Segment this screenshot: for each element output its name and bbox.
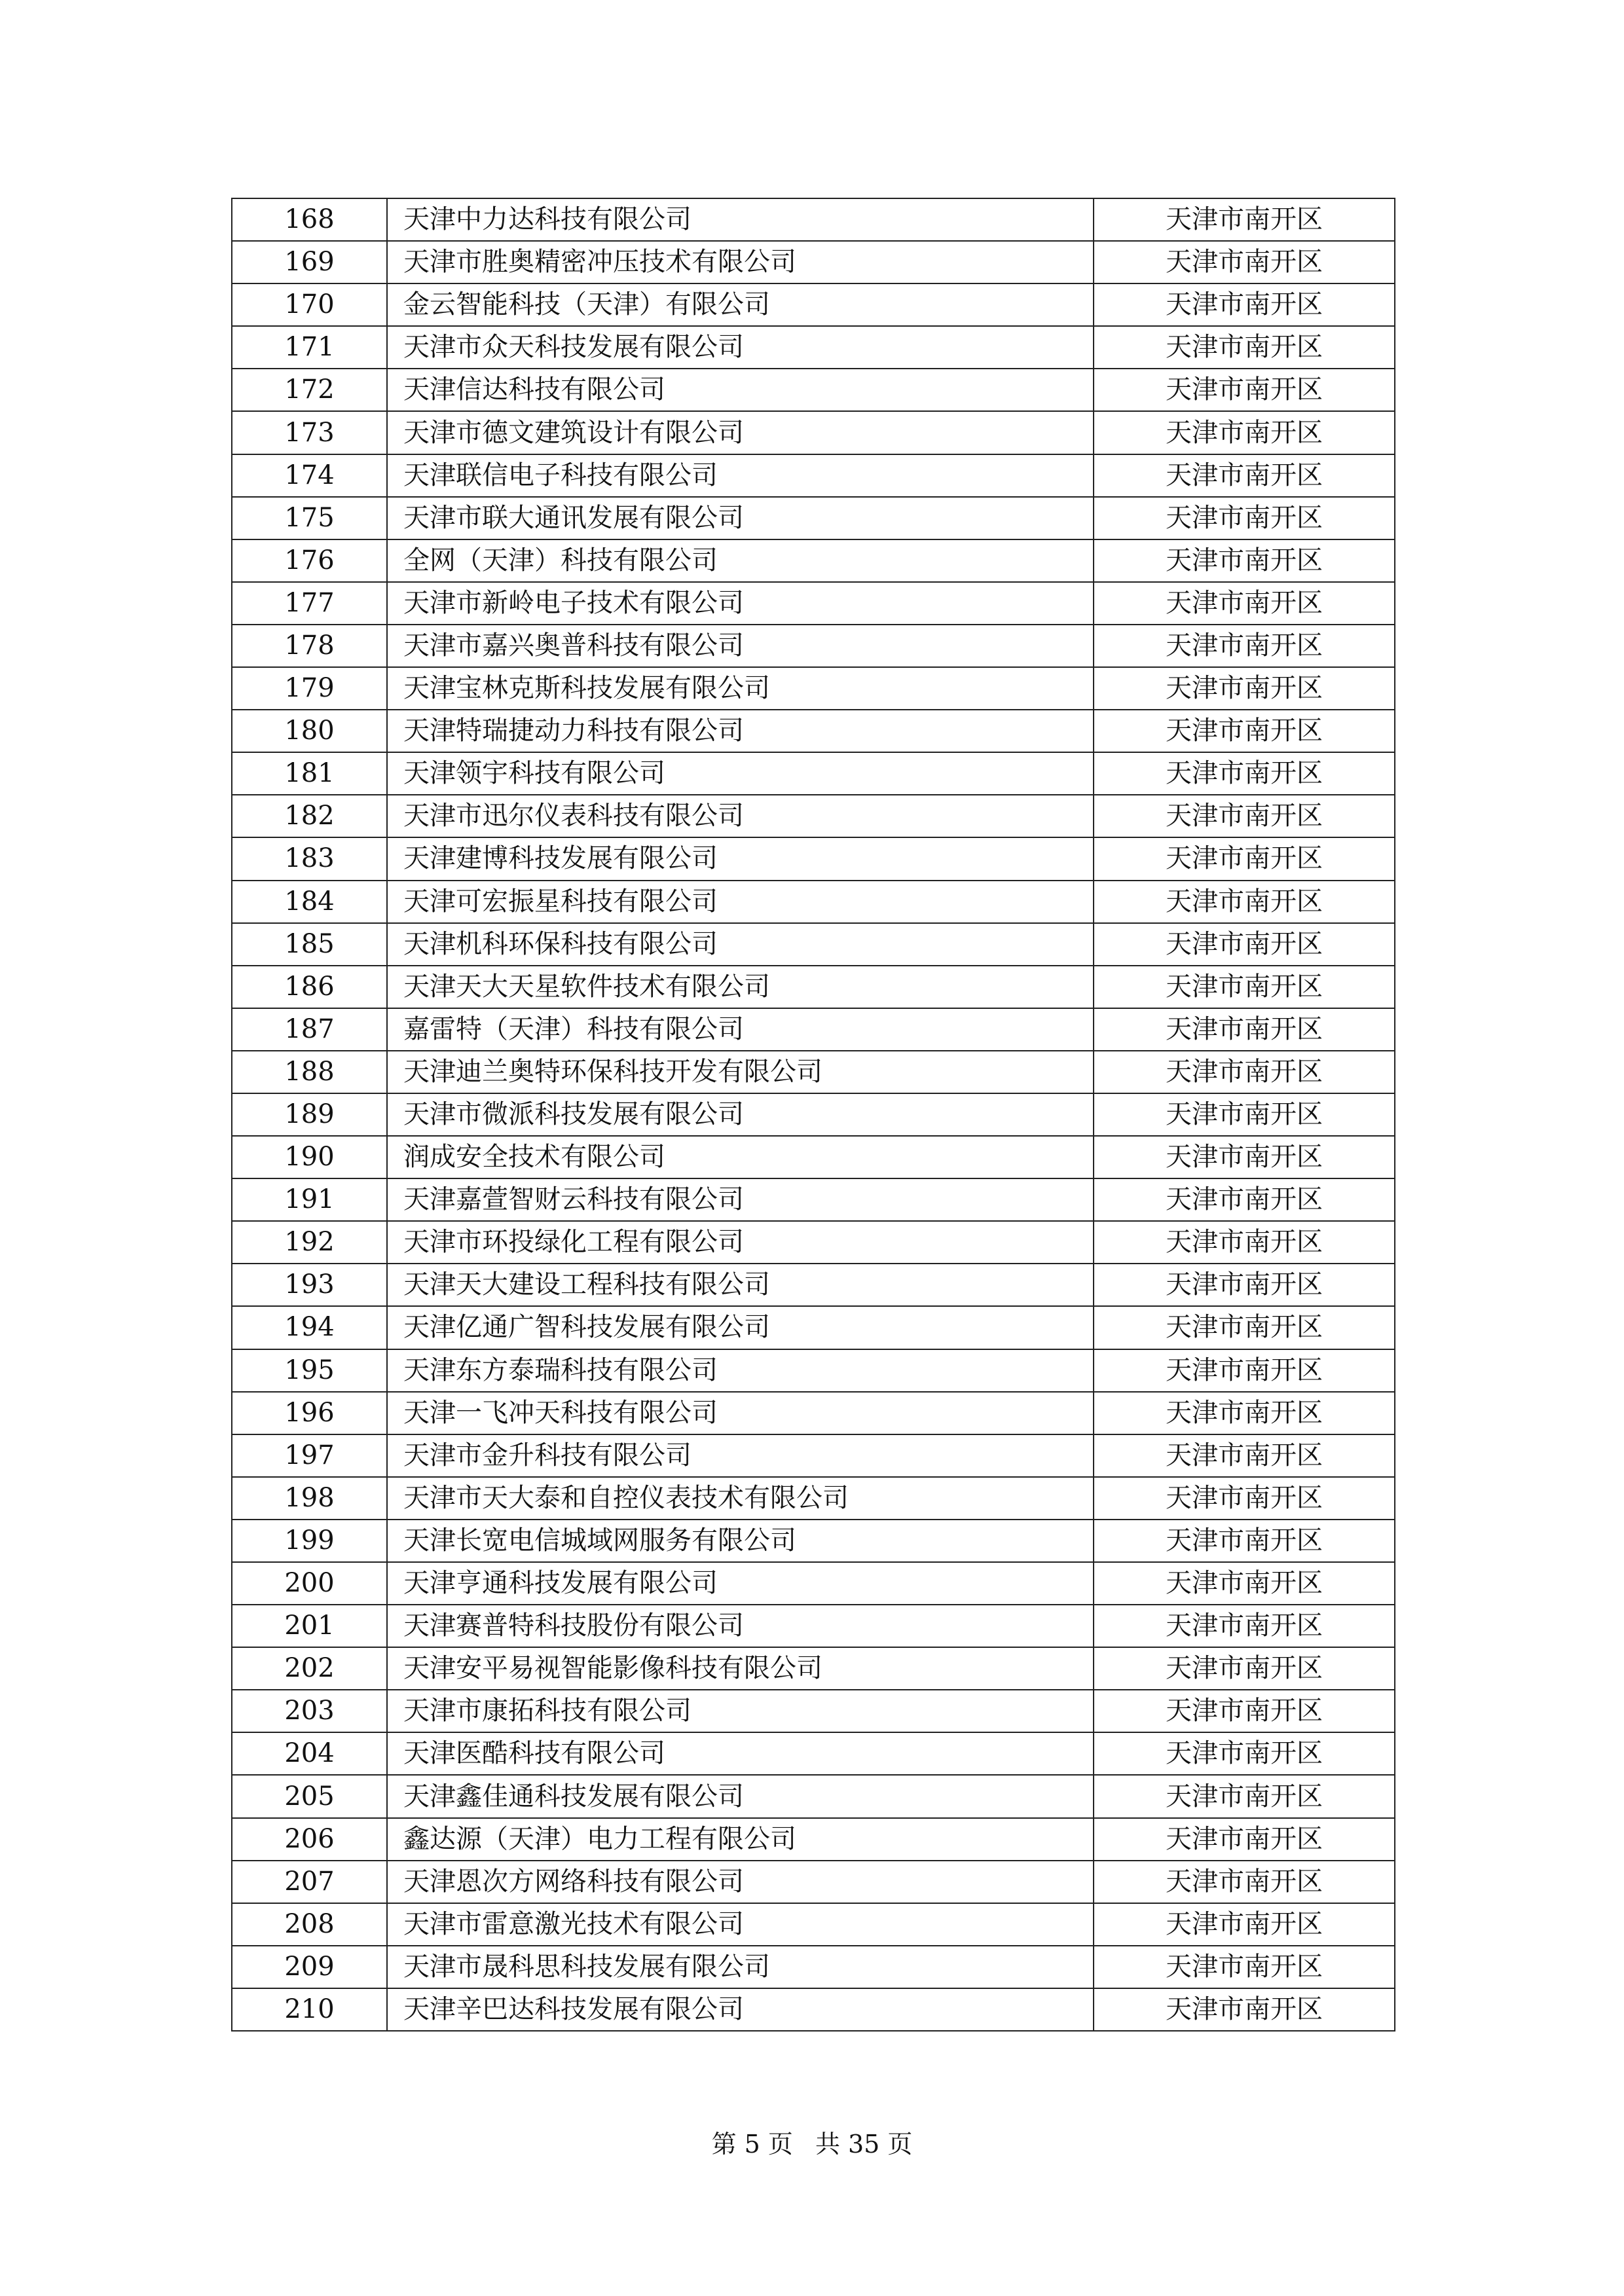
table-row — [232, 1520, 1395, 1562]
row-number: 197 — [232, 1434, 387, 1477]
company-name: 天津市晟科思科技发展有限公司 — [387, 1946, 1094, 1988]
row-number: 200 — [232, 1562, 387, 1605]
table-row — [232, 795, 1395, 837]
table-row — [232, 1434, 1395, 1477]
company-name: 天津天大天星软件技术有限公司 — [387, 966, 1094, 1008]
company-name: 天津医酷科技有限公司 — [387, 1732, 1094, 1775]
table-row — [232, 454, 1395, 497]
company-name: 天津建博科技发展有限公司 — [387, 837, 1094, 880]
row-number: 169 — [232, 241, 387, 283]
region: 天津市南开区 — [1094, 795, 1395, 837]
company-name: 天津市德文建筑设计有限公司 — [387, 411, 1094, 454]
company-name: 天津亨通科技发展有限公司 — [387, 1562, 1094, 1605]
table-row — [232, 283, 1395, 326]
region: 天津市南开区 — [1094, 625, 1395, 667]
row-number: 206 — [232, 1818, 387, 1861]
row-number: 183 — [232, 837, 387, 880]
region: 天津市南开区 — [1094, 1306, 1395, 1349]
region: 天津市南开区 — [1094, 198, 1395, 241]
table-row — [232, 1988, 1395, 2031]
row-number: 205 — [232, 1775, 387, 1817]
region: 天津市南开区 — [1094, 1605, 1395, 1647]
table-row — [232, 497, 1395, 539]
row-number: 203 — [232, 1690, 387, 1732]
table-row — [232, 1605, 1395, 1647]
region: 天津市南开区 — [1094, 881, 1395, 923]
company-name: 天津辛巴达科技发展有限公司 — [387, 1988, 1094, 2031]
table-row — [232, 1775, 1395, 1817]
page-footer — [0, 2124, 1624, 2160]
table-row — [232, 1647, 1395, 1690]
region: 天津市南开区 — [1094, 1434, 1395, 1477]
company-name: 天津市迅尔仪表科技有限公司 — [387, 795, 1094, 837]
row-number: 182 — [232, 795, 387, 837]
table-row — [232, 1051, 1395, 1093]
company-name: 天津联信电子科技有限公司 — [387, 454, 1094, 497]
table-row — [232, 1690, 1395, 1732]
table-row — [232, 1903, 1395, 1946]
row-number: 185 — [232, 923, 387, 966]
region: 天津市南开区 — [1094, 241, 1395, 283]
company-name: 天津安平易视智能影像科技有限公司 — [387, 1647, 1094, 1690]
row-number: 172 — [232, 369, 387, 411]
table-row — [232, 1818, 1395, 1861]
row-number: 199 — [232, 1520, 387, 1562]
row-number: 180 — [232, 710, 387, 752]
region: 天津市南开区 — [1094, 1392, 1395, 1434]
table-row — [232, 369, 1395, 411]
region: 天津市南开区 — [1094, 283, 1395, 326]
row-number: 207 — [232, 1861, 387, 1903]
footer-total-pages: 35 — [847, 2130, 880, 2159]
table-row — [232, 837, 1395, 880]
table-row — [232, 1178, 1395, 1221]
region: 天津市南开区 — [1094, 1008, 1395, 1051]
row-number: 209 — [232, 1946, 387, 1988]
company-name: 天津可宏振星科技有限公司 — [387, 881, 1094, 923]
table-row — [232, 326, 1395, 369]
region: 天津市南开区 — [1094, 1775, 1395, 1817]
region: 天津市南开区 — [1094, 1903, 1395, 1946]
region: 天津市南开区 — [1094, 497, 1395, 539]
company-name: 天津市联大通讯发展有限公司 — [387, 497, 1094, 539]
row-number: 187 — [232, 1008, 387, 1051]
row-number: 168 — [232, 198, 387, 241]
region: 天津市南开区 — [1094, 1051, 1395, 1093]
company-name: 天津市众天科技发展有限公司 — [387, 326, 1094, 369]
table-row — [232, 1946, 1395, 1988]
table-row — [232, 1306, 1395, 1349]
table-row — [232, 1093, 1395, 1136]
company-name: 天津鑫佳通科技发展有限公司 — [387, 1775, 1094, 1817]
footer-page-number: 5 — [744, 2130, 760, 2159]
company-name: 天津市康拓科技有限公司 — [387, 1690, 1094, 1732]
table-row — [232, 241, 1395, 283]
region: 天津市南开区 — [1094, 1818, 1395, 1861]
region: 天津市南开区 — [1094, 1264, 1395, 1306]
row-number: 188 — [232, 1051, 387, 1093]
company-name: 嘉雷特（天津）科技有限公司 — [387, 1008, 1094, 1051]
region: 天津市南开区 — [1094, 539, 1395, 582]
company-name: 天津机科环保科技有限公司 — [387, 923, 1094, 966]
region: 天津市南开区 — [1094, 923, 1395, 966]
row-number: 202 — [232, 1647, 387, 1690]
table-row — [232, 411, 1395, 454]
row-number: 176 — [232, 539, 387, 582]
company-name: 天津市胜奥精密冲压技术有限公司 — [387, 241, 1094, 283]
footer-prefix: 第 — [711, 2130, 737, 2159]
table-row — [232, 1477, 1395, 1520]
row-number: 195 — [232, 1349, 387, 1392]
region: 天津市南开区 — [1094, 667, 1395, 710]
region: 天津市南开区 — [1094, 411, 1395, 454]
company-name: 天津赛普特科技股份有限公司 — [387, 1605, 1094, 1647]
row-number: 178 — [232, 625, 387, 667]
row-number: 181 — [232, 752, 387, 795]
region: 天津市南开区 — [1094, 1178, 1395, 1221]
table-row — [232, 1861, 1395, 1903]
table-row — [232, 752, 1395, 795]
row-number: 196 — [232, 1392, 387, 1434]
row-number: 208 — [232, 1903, 387, 1946]
table-row — [232, 1349, 1395, 1392]
company-name: 天津信达科技有限公司 — [387, 369, 1094, 411]
row-number: 173 — [232, 411, 387, 454]
region: 天津市南开区 — [1094, 1093, 1395, 1136]
row-number: 191 — [232, 1178, 387, 1221]
footer-middle: 页 共 — [767, 2130, 840, 2159]
table-row — [232, 1732, 1395, 1775]
table-row — [232, 923, 1395, 966]
table-row — [232, 1221, 1395, 1264]
region: 天津市南开区 — [1094, 1221, 1395, 1264]
row-number: 210 — [232, 1988, 387, 2031]
row-number: 189 — [232, 1093, 387, 1136]
company-name: 润成安全技术有限公司 — [387, 1136, 1094, 1178]
table-row — [232, 1008, 1395, 1051]
table-row — [232, 966, 1395, 1008]
region: 天津市南开区 — [1094, 582, 1395, 625]
company-name: 天津亿通广智科技发展有限公司 — [387, 1306, 1094, 1349]
table-row — [232, 881, 1395, 923]
table-row — [232, 539, 1395, 582]
company-table-body — [232, 198, 1395, 2031]
row-number: 177 — [232, 582, 387, 625]
region: 天津市南开区 — [1094, 752, 1395, 795]
company-name: 天津市环投绿化工程有限公司 — [387, 1221, 1094, 1264]
company-name: 天津天大建设工程科技有限公司 — [387, 1264, 1094, 1306]
region: 天津市南开区 — [1094, 1477, 1395, 1520]
company-name: 天津市雷意激光技术有限公司 — [387, 1903, 1094, 1946]
company-name: 天津市天大泰和自控仪表技术有限公司 — [387, 1477, 1094, 1520]
table-row — [232, 582, 1395, 625]
row-number: 192 — [232, 1221, 387, 1264]
table-row — [232, 198, 1395, 241]
table-row — [232, 1562, 1395, 1605]
region: 天津市南开区 — [1094, 1861, 1395, 1903]
table-row — [232, 667, 1395, 710]
table-row — [232, 1264, 1395, 1306]
company-name: 天津东方泰瑞科技有限公司 — [387, 1349, 1094, 1392]
row-number: 186 — [232, 966, 387, 1008]
table-row — [232, 625, 1395, 667]
footer-suffix: 页 — [887, 2130, 913, 2159]
region: 天津市南开区 — [1094, 454, 1395, 497]
row-number: 179 — [232, 667, 387, 710]
company-name: 天津长宽电信城域网服务有限公司 — [387, 1520, 1094, 1562]
company-name: 鑫达源（天津）电力工程有限公司 — [387, 1818, 1094, 1861]
company-name: 天津市微派科技发展有限公司 — [387, 1093, 1094, 1136]
region: 天津市南开区 — [1094, 1690, 1395, 1732]
company-table — [231, 198, 1395, 2032]
region: 天津市南开区 — [1094, 1732, 1395, 1775]
company-name: 天津中力达科技有限公司 — [387, 198, 1094, 241]
row-number: 190 — [232, 1136, 387, 1178]
region: 天津市南开区 — [1094, 1647, 1395, 1690]
company-name: 天津宝林克斯科技发展有限公司 — [387, 667, 1094, 710]
company-name: 天津领宇科技有限公司 — [387, 752, 1094, 795]
region: 天津市南开区 — [1094, 1349, 1395, 1392]
company-name: 天津市嘉兴奥普科技有限公司 — [387, 625, 1094, 667]
company-name: 天津恩次方网络科技有限公司 — [387, 1861, 1094, 1903]
region: 天津市南开区 — [1094, 837, 1395, 880]
region: 天津市南开区 — [1094, 710, 1395, 752]
region: 天津市南开区 — [1094, 1136, 1395, 1178]
row-number: 201 — [232, 1605, 387, 1647]
row-number: 175 — [232, 497, 387, 539]
row-number: 194 — [232, 1306, 387, 1349]
company-name: 金云智能科技（天津）有限公司 — [387, 283, 1094, 326]
row-number: 193 — [232, 1264, 387, 1306]
company-name: 天津迪兰奥特环保科技开发有限公司 — [387, 1051, 1094, 1093]
region: 天津市南开区 — [1094, 1520, 1395, 1562]
row-number: 171 — [232, 326, 387, 369]
table-row — [232, 710, 1395, 752]
region: 天津市南开区 — [1094, 369, 1395, 411]
table-row — [232, 1136, 1395, 1178]
table-row — [232, 1392, 1395, 1434]
row-number: 184 — [232, 881, 387, 923]
row-number: 174 — [232, 454, 387, 497]
company-name: 天津一飞冲天科技有限公司 — [387, 1392, 1094, 1434]
company-name: 全网（天津）科技有限公司 — [387, 539, 1094, 582]
company-name: 天津嘉萱智财云科技有限公司 — [387, 1178, 1094, 1221]
region: 天津市南开区 — [1094, 1562, 1395, 1605]
region: 天津市南开区 — [1094, 1946, 1395, 1988]
company-name: 天津市新岭电子技术有限公司 — [387, 582, 1094, 625]
company-name: 天津特瑞捷动力科技有限公司 — [387, 710, 1094, 752]
row-number: 204 — [232, 1732, 387, 1775]
row-number: 170 — [232, 283, 387, 326]
company-name: 天津市金升科技有限公司 — [387, 1434, 1094, 1477]
row-number: 198 — [232, 1477, 387, 1520]
region: 天津市南开区 — [1094, 326, 1395, 369]
region: 天津市南开区 — [1094, 966, 1395, 1008]
region: 天津市南开区 — [1094, 1988, 1395, 2031]
